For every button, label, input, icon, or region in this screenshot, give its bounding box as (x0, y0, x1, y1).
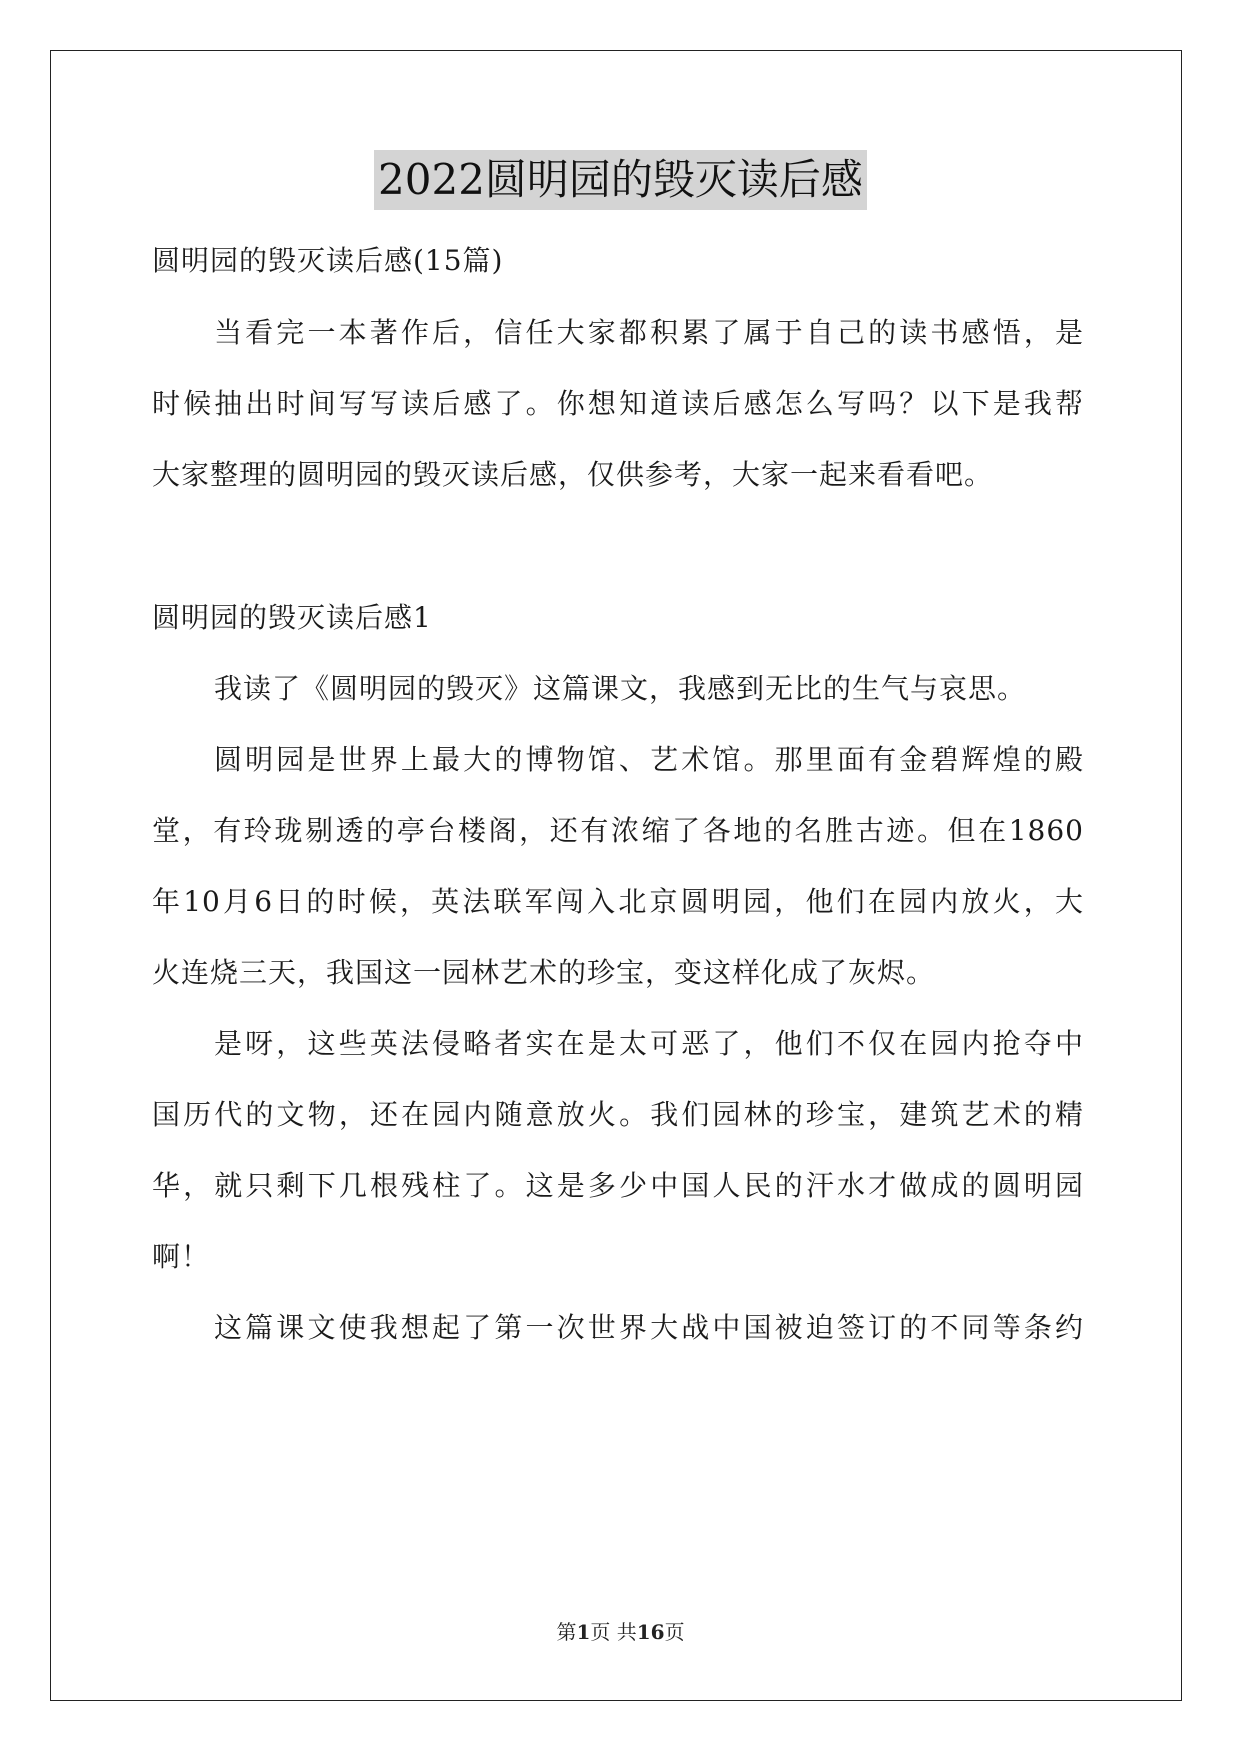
paragraph-line: 这篇课文使我想起了第一次世界大战中国被迫签订的不同等条约 (214, 1311, 1084, 1344)
page-footer (0, 1616, 1241, 1645)
paragraph-line: 是呀，这些英法侵略者实在是太可恶了，他们不仅在园内抢夺中 (214, 1027, 1084, 1060)
paragraph-line: 堂，有玲珑剔透的亭台楼阁，还有浓缩了各地的名胜古迹。但在1860 (152, 814, 1084, 847)
paragraph-line: 我读了《圆明园的毁灭》这篇课文，我感到无比的生气与哀思。 (214, 672, 1027, 705)
subtitle-line: 圆明园的毁灭读后感(15篇) (152, 244, 504, 277)
section-heading: 圆明园的毁灭读后感1 (152, 601, 432, 634)
document-title: 2022圆明园的毁灭读后感 (374, 150, 867, 210)
footer-prefix: 第 (556, 1620, 577, 1644)
paragraph-line: 时候抽出时间写写读后感了。你想知道读后感怎么写吗？以下是我帮 (152, 387, 1084, 420)
paragraph-line: 圆明园是世界上最大的博物馆、艺术馆。那里面有金碧辉煌的殿 (214, 743, 1084, 776)
paragraph-line: 国历代的文物，还在园内随意放火。我们园林的珍宝，建筑艺术的精 (152, 1098, 1084, 1131)
paragraph-line: 年10月6日的时候，英法联军闯入北京圆明园，他们在园内放火，大 (152, 885, 1084, 918)
paragraph-line: 火连烧三天，我国这一园林艺术的珍宝，变这样化成了灰烬。 (152, 956, 936, 989)
footer-suffix: 页 (664, 1620, 685, 1644)
footer-mid: 页 共 (590, 1620, 637, 1644)
title-container (0, 150, 1241, 210)
total-page-number: 16 (636, 1620, 665, 1644)
paragraph-line: 当看完一本著作后，信任大家都积累了属于自己的读书感悟，是 (214, 316, 1084, 349)
paragraph-line: 啊！ (152, 1240, 211, 1273)
page-border (50, 50, 1182, 1701)
paragraph-line: 华，就只剩下几根残柱了。这是多少中国人民的汗水才做成的圆明园 (152, 1169, 1084, 1202)
current-page-number: 1 (576, 1620, 591, 1644)
paragraph-line: 大家整理的圆明园的毁灭读后感，仅供参考，大家一起来看看吧。 (152, 458, 994, 491)
